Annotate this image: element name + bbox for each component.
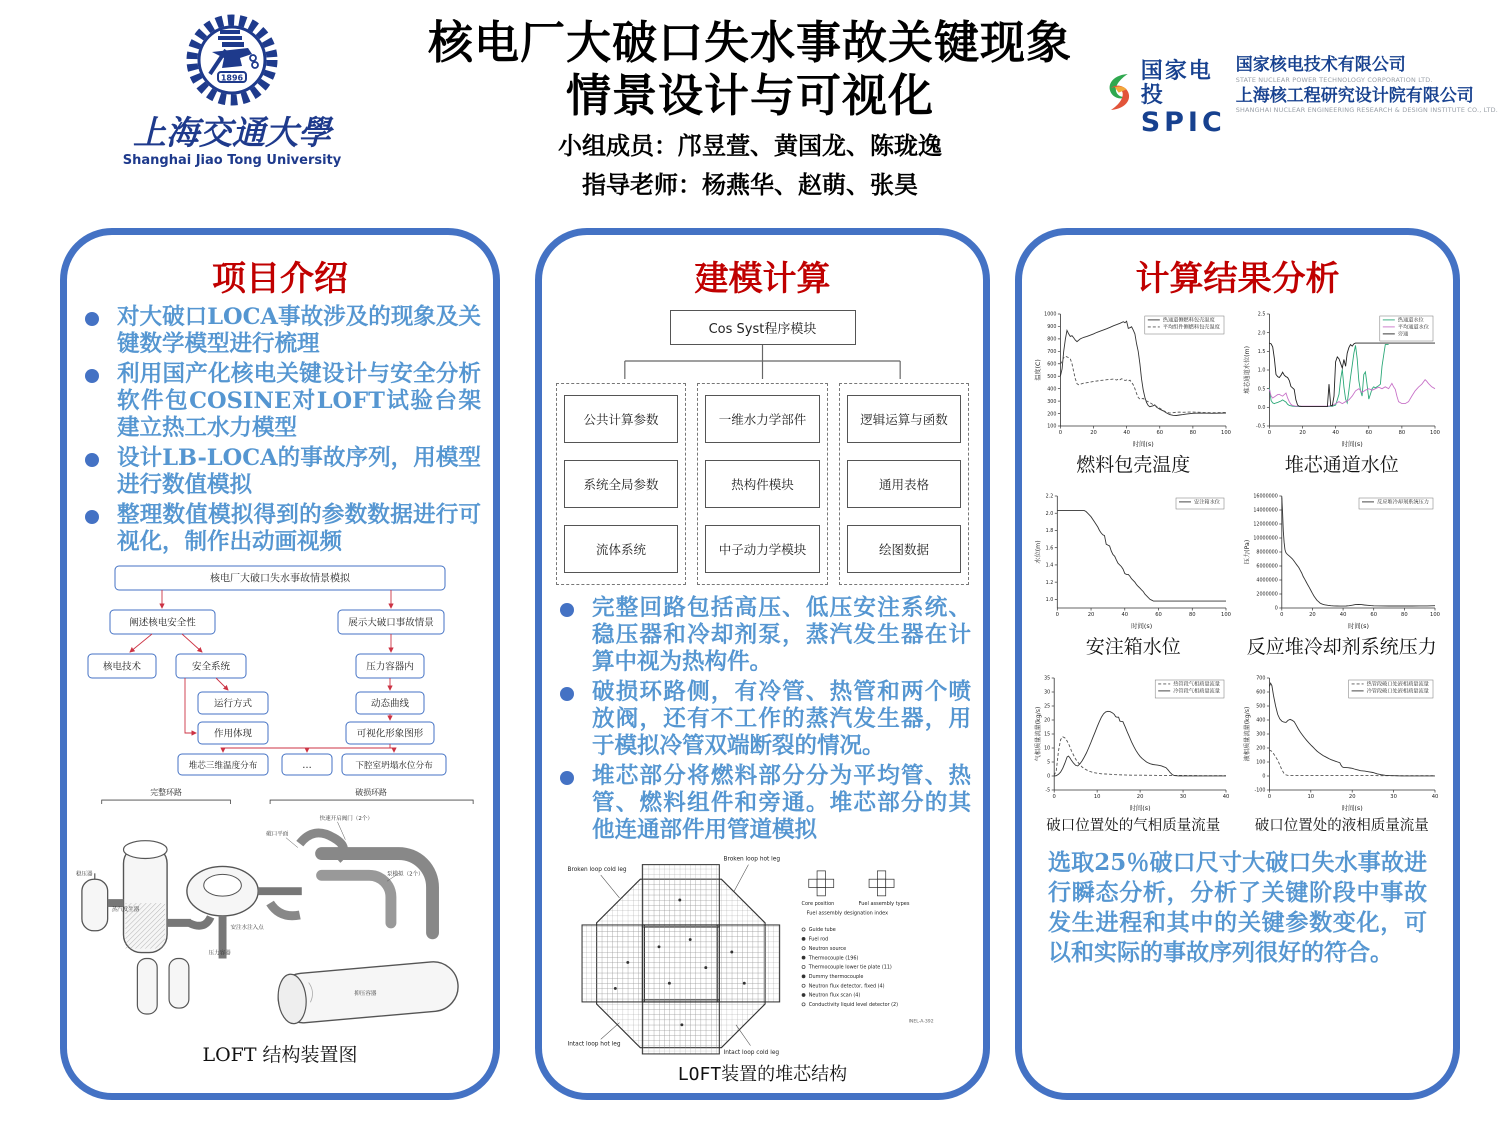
model-bullet-list [542, 595, 983, 844]
svg-text:8000000: 8000000 [1256, 550, 1278, 556]
svg-text:冷管段破口处液相质量流量: 冷管段破口处液相质量流量 [1366, 688, 1429, 695]
svg-text:40: 40 [1431, 794, 1439, 800]
svg-text:0: 0 [1058, 430, 1063, 436]
svg-text:80: 80 [1400, 612, 1408, 618]
loft-label-ecc: 安注水注入点 [230, 924, 264, 931]
svg-text:热通道侧燃料包壳温度: 热通道侧燃料包壳温度 [1163, 317, 1215, 324]
chart-caption: 堆芯通道水位 [1284, 454, 1399, 476]
spic-swirl-icon [1102, 56, 1137, 128]
bullet-item: 整理数值模拟得到的参数数据进行可视化，制作出动画视频 [73, 502, 481, 556]
svg-text:时间(s): 时间(s) [1131, 622, 1153, 630]
chart-cell-4 [1242, 486, 1442, 668]
loft-label-broken-loop: 破损环路 [355, 788, 387, 798]
spic-companies [1236, 56, 1498, 117]
svg-text:0: 0 [1262, 774, 1266, 780]
svg-text:液相质量流量(kg/s): 液相质量流量(kg/s) [1243, 706, 1251, 762]
spic-brand [1141, 60, 1226, 138]
svg-text:1.2: 1.2 [1045, 580, 1054, 586]
chart-cell-5 [1033, 668, 1233, 844]
svg-text:20: 20 [1090, 430, 1098, 436]
poster-title-line2: 情景设计与可视化 [565, 69, 934, 123]
spic-brand-en: SPIC [1140, 107, 1226, 139]
svg-text:40: 40 [1121, 612, 1129, 618]
chart-plot [1033, 304, 1233, 450]
svg-text:100: 100 [1429, 430, 1440, 436]
block-diagram-box: 系统全局参数 [564, 460, 678, 508]
svg-text:平均通道水位: 平均通道水位 [1397, 324, 1429, 331]
svg-text:40: 40 [1332, 430, 1339, 436]
svg-text:2000000: 2000000 [1256, 592, 1278, 598]
svg-text:0: 0 [1279, 612, 1284, 618]
bullet-dot-icon [560, 687, 574, 701]
core-legend-item: Neutron source [808, 945, 846, 952]
svg-text:20: 20 [1137, 794, 1144, 800]
svg-text:700: 700 [1047, 350, 1057, 356]
svg-text:60: 60 [1370, 612, 1377, 618]
svg-text:-0.5: -0.5 [1255, 424, 1266, 430]
svg-text:2.0: 2.0 [1045, 511, 1054, 517]
loft-label-pressurizer: 稳压器 [75, 871, 93, 878]
svg-text:100: 100 [1221, 612, 1232, 618]
panel-modeling [535, 228, 990, 1100]
sjtu-logo [98, 10, 366, 168]
bullet-item: 设计LB-LOCA的事故序列，用模型进行数值模拟 [73, 445, 481, 499]
svg-text:700: 700 [1255, 676, 1266, 682]
chart-plot [1033, 668, 1233, 814]
flow-node-n9: 可视化形象图形 [356, 728, 424, 740]
svg-text:100: 100 [1221, 430, 1232, 436]
flow-node-n2: 展示大破口事故情景 [348, 617, 434, 629]
svg-text:2.5: 2.5 [1257, 312, 1266, 318]
core-annotation-types: Fuel assembly types [858, 901, 909, 908]
svg-text:80: 80 [1189, 430, 1197, 436]
chart-plot [1242, 668, 1442, 814]
bullet-item: 堆芯部分将燃料部分分为平均管、热管、燃料组件和旁通。堆芯部分的其他连通部件用管道模拟 [548, 763, 971, 844]
loft-label-suppression: 抑压容器 [354, 991, 377, 998]
block-diagram-column-2 [697, 383, 827, 585]
core-label-broken-hot: Broken loop hot leg [722, 856, 780, 863]
svg-text:-5: -5 [1045, 788, 1051, 794]
svg-text:0.0: 0.0 [1257, 406, 1266, 412]
svg-text:2.0: 2.0 [1257, 331, 1266, 337]
chart-cell-1 [1033, 304, 1233, 486]
block-diagram-box: 一维水力学部件 [705, 395, 819, 443]
svg-text:时间(s): 时间(s) [1132, 440, 1155, 448]
panel-results-analysis [1015, 228, 1460, 1100]
core-structure-diagram [542, 848, 983, 1086]
core-diagram-caption: LOFT装置的堆芯结构 [677, 1064, 848, 1085]
flow-node-n1: 阐述核电安全性 [129, 617, 196, 629]
svg-text:100: 100 [1255, 760, 1266, 766]
spic-company1-cn: 国家核电技术有限公司 [1235, 55, 1406, 75]
loft-label-pumps: 泵模拟（2个） [386, 871, 424, 878]
bullet-item: 完整回路包括高压、低压安注系统、稳压器和冷却剂泵，蒸汽发生器在计算中视为热构件。 [548, 595, 971, 676]
chart-cell-2 [1242, 304, 1442, 486]
svg-text:10: 10 [1094, 794, 1101, 800]
core-legend-item: Guide tube [808, 927, 836, 934]
flow-node-n7: 动态曲线 [370, 698, 410, 710]
bullet-dot-icon [85, 453, 99, 467]
svg-text:30: 30 [1390, 794, 1397, 800]
core-annotation-designation: Fuel assembly designation index [806, 910, 888, 917]
flow-node-n8: 作用体现 [213, 728, 253, 740]
svg-text:80: 80 [1398, 430, 1405, 436]
svg-text:16000000: 16000000 [1253, 494, 1278, 500]
core-legend-item: Neutron flux scan (4) [808, 992, 860, 999]
chart-caption: 安注箱水位 [1085, 636, 1181, 658]
svg-text:15: 15 [1044, 732, 1051, 738]
svg-text:20: 20 [1044, 718, 1051, 724]
flow-node-root: 核电厂大破口失水事故情景模拟 [210, 573, 350, 585]
svg-text:100: 100 [1429, 612, 1440, 618]
block-diagram-box: 中子动力学模块 [705, 525, 819, 573]
flow-node-n5: 压力容器内 [366, 661, 414, 673]
svg-text:600: 600 [1255, 690, 1266, 696]
chart-cell-3 [1033, 486, 1233, 668]
svg-text:2.2: 2.2 [1045, 494, 1054, 500]
svg-text:800: 800 [1047, 337, 1057, 343]
svg-text:40: 40 [1123, 430, 1131, 436]
svg-text:时间(s): 时间(s) [1129, 804, 1151, 812]
svg-text:反应堆冷却剂系统压力: 反应堆冷却剂系统压力 [1376, 499, 1429, 506]
svg-text:时间(s): 时间(s) [1341, 440, 1363, 448]
loft-structure-diagram [67, 784, 493, 1067]
flow-node-n10: 堆芯三维温度分布 [188, 760, 258, 771]
poster-header [355, 16, 1145, 200]
svg-text:400: 400 [1047, 387, 1057, 393]
core-label-intact-hot: Intact loop hot leg [566, 1041, 621, 1048]
svg-text:5: 5 [1047, 760, 1051, 766]
block-diagram-box: 公共计算参数 [564, 395, 678, 443]
block-diagram-column-1 [556, 383, 686, 585]
svg-text:1.5: 1.5 [1257, 350, 1266, 356]
svg-text:0: 0 [1052, 794, 1057, 800]
flow-node-n11: … [302, 759, 312, 771]
cossyst-root-box: Cos Syst程序模块 [670, 310, 856, 345]
svg-text:40: 40 [1339, 612, 1347, 618]
svg-text:4000000: 4000000 [1256, 578, 1278, 584]
bullet-item: 利用国产化核电关键设计与安全分析软件包COSINE对LOFT试验台架建立热工水力模型 [73, 361, 481, 442]
svg-text:0: 0 [1267, 794, 1271, 800]
spic-logo [1102, 56, 1498, 138]
svg-text:60: 60 [1156, 430, 1164, 436]
svg-text:10: 10 [1044, 746, 1051, 752]
svg-text:0: 0 [1055, 612, 1060, 618]
svg-text:300: 300 [1047, 399, 1057, 405]
svg-text:-100: -100 [1254, 788, 1266, 794]
svg-text:200: 200 [1255, 746, 1266, 752]
svg-text:1.6: 1.6 [1045, 546, 1054, 552]
bullet-dot-icon [85, 312, 99, 326]
svg-text:冷管段气相质量流量: 冷管段气相质量流量 [1173, 688, 1221, 695]
sjtu-seal-year: 1896 [220, 73, 244, 83]
svg-text:平均组件侧燃料包壳温度: 平均组件侧燃料包壳温度 [1163, 324, 1221, 331]
loft-label-break-plane: 破口平面 [266, 831, 289, 838]
svg-text:30: 30 [1179, 794, 1187, 800]
svg-text:温度(C): 温度(C) [1035, 359, 1043, 381]
block-diagram-box: 绘图数据 [847, 525, 961, 573]
block-diagram-connectors [556, 345, 969, 379]
svg-text:200: 200 [1047, 412, 1057, 418]
svg-text:0: 0 [1274, 606, 1278, 612]
core-legend-item: Thermocouple (196) [808, 955, 858, 962]
svg-text:35: 35 [1044, 676, 1051, 682]
block-diagram-column-3 [839, 383, 969, 585]
svg-text:6000000: 6000000 [1256, 564, 1278, 570]
core-label-intact-cold: Intact loop cold leg [722, 1049, 779, 1056]
advisors: 指导老师：杨燕华、赵萌、张昊 [582, 171, 918, 200]
block-diagram-box: 流体系统 [564, 525, 678, 573]
core-ref-code: INEL-A-392 [908, 1019, 934, 1025]
loft-label-valves: 快速开启阀门（2个） [319, 815, 373, 822]
chart-caption: 破口位置处的气相质量流量 [1046, 818, 1221, 834]
block-diagram-box: 通用表格 [847, 460, 961, 508]
svg-text:10: 10 [1307, 794, 1314, 800]
core-annotation-position: Core position [800, 901, 834, 908]
svg-text:400: 400 [1255, 718, 1266, 724]
svg-text:1000: 1000 [1044, 312, 1057, 318]
results-chart-grid [1022, 304, 1453, 844]
bullet-dot-icon [560, 771, 574, 785]
svg-text:60: 60 [1155, 612, 1163, 618]
core-legend-item: Neutron flux detector, fixed (4) [808, 983, 885, 990]
core-legend-item: Dummy thermocouple [808, 974, 863, 980]
cossyst-block-diagram [542, 304, 983, 585]
bullet-item: 对大破口LOCA事故涉及的现象及关键数学模型进行梳理 [73, 304, 481, 358]
svg-text:1.0: 1.0 [1257, 368, 1266, 374]
svg-text:安注箱水位: 安注箱水位 [1194, 499, 1221, 506]
svg-text:0: 0 [1267, 430, 1271, 436]
svg-text:旁通: 旁通 [1397, 331, 1408, 338]
bullet-dot-icon [560, 603, 574, 617]
loft-label-sg: 蒸汽发生器 [111, 906, 140, 913]
svg-text:压力(Pa): 压力(Pa) [1243, 539, 1251, 565]
svg-text:时间(s): 时间(s) [1347, 622, 1369, 630]
spic-company2-cn: 上海核工程研究设计院有限公司 [1235, 85, 1474, 106]
svg-text:1.8: 1.8 [1045, 529, 1054, 535]
svg-text:20: 20 [1087, 612, 1095, 618]
flow-node-n3: 核电技术 [102, 661, 142, 673]
chart-caption: 破口位置处的液相质量流量 [1254, 818, 1429, 834]
svg-text:600: 600 [1047, 362, 1057, 368]
core-label-broken-cold: Broken loop cold leg [566, 866, 627, 873]
chart-plot [1033, 486, 1233, 632]
svg-text:1.0: 1.0 [1045, 598, 1054, 604]
block-diagram-box: 热构件模块 [705, 460, 819, 508]
panel-project-intro [60, 228, 500, 1100]
sjtu-name-en: Shanghai Jiao Tong University [122, 152, 342, 168]
svg-text:40: 40 [1222, 794, 1230, 800]
svg-text:30: 30 [1044, 690, 1051, 696]
svg-text:20: 20 [1308, 612, 1316, 618]
chart-caption: 燃料包壳温度 [1076, 454, 1191, 476]
svg-text:900: 900 [1047, 325, 1057, 331]
core-legend-item: Fuel rod [808, 936, 828, 943]
block-diagram-columns [556, 383, 969, 585]
results-conclusion-text: 选取25％破口尺寸大破口失水事故进行瞬态分析，分析了关键阶段中事故发生进程和其中的关键参数变化，可以和实际的事故序列很好的符合。 [1048, 849, 1427, 966]
chart-plot [1242, 486, 1442, 632]
svg-text:热管段破口处液相质量流量: 热管段破口处液相质量流量 [1366, 681, 1429, 688]
chart-plot [1242, 304, 1442, 450]
panel-model-title: 建模计算 [694, 259, 831, 299]
spic-brand-cn: 国家电投 [1140, 59, 1213, 109]
loft-label-intact-loop: 完整环路 [150, 788, 182, 798]
svg-text:20: 20 [1298, 430, 1306, 436]
spic-company1-en: STATE NUCLEAR POWER TECHNOLOGY CORPORATION LTD. [1235, 75, 1433, 84]
flow-node-n6: 运行方式 [213, 698, 253, 710]
sjtu-name-cn: 上海交通大學 [133, 113, 331, 152]
svg-text:热管段气相质量流量: 热管段气相质量流量 [1173, 681, 1221, 688]
block-diagram-box: 逻辑运算与函数 [847, 395, 961, 443]
svg-text:12000000: 12000000 [1253, 522, 1278, 528]
core-legend-item: Conductivity liquid level detector (2) [808, 1002, 898, 1009]
svg-text:0.5: 0.5 [1257, 387, 1266, 393]
svg-text:80: 80 [1189, 612, 1196, 618]
intro-bullet-list [67, 304, 493, 556]
bullet-item: 破损环路侧，有冷管、热管和两个喷放阀，还有不工作的蒸汽发生器，用于模拟冷管双端断裂的情况。 [548, 679, 971, 760]
scenario-flowchart [67, 562, 493, 782]
svg-text:气相质量流量(kg/s): 气相质量流量(kg/s) [1035, 706, 1043, 762]
svg-text:热通道水位: 热通道水位 [1397, 317, 1424, 324]
panel-intro-title: 项目介绍 [212, 259, 348, 299]
svg-text:300: 300 [1255, 732, 1266, 738]
team-members: 小组成员：邝昱萱、黄国龙、陈珑逸 [558, 132, 942, 161]
svg-text:14000000: 14000000 [1253, 508, 1278, 514]
svg-text:500: 500 [1255, 704, 1266, 710]
svg-text:时间(s): 时间(s) [1341, 804, 1363, 812]
core-legend-item: Thermocouple lower tie plate (11) [808, 964, 892, 971]
svg-text:100: 100 [1047, 424, 1057, 430]
svg-text:25: 25 [1044, 704, 1051, 710]
bullet-dot-icon [85, 369, 99, 383]
svg-text:1.4: 1.4 [1045, 563, 1054, 569]
svg-text:堆芯通道水位(m): 堆芯通道水位(m) [1243, 346, 1251, 394]
bullet-dot-icon [85, 510, 99, 524]
chart-cell-6 [1242, 668, 1442, 844]
sjtu-gear-emblem-icon [182, 10, 282, 110]
spic-company2-en: SHANGHAI NUCLEAR ENGINEERING RESEARCH & DESIGN INSTITUTE CO., LTD. [1235, 106, 1498, 115]
svg-text:10000000: 10000000 [1253, 536, 1278, 542]
panel-results-title: 计算结果分析 [1135, 259, 1340, 299]
flow-node-n12: 下腔室坍塌水位分布 [355, 760, 433, 771]
chart-caption: 反应堆冷却剂系统压力 [1246, 636, 1437, 658]
svg-text:0: 0 [1047, 774, 1051, 780]
svg-text:20: 20 [1348, 794, 1356, 800]
loft-diagram-caption: LOFT 结构装置图 [202, 1044, 358, 1066]
loft-label-vessel: 压力容器 [208, 950, 231, 957]
poster-title-line1: 核电厂大破口失水事故关键现象 [427, 16, 1072, 69]
svg-text:60: 60 [1365, 430, 1372, 436]
svg-text:500: 500 [1047, 374, 1057, 380]
svg-text:水位(m): 水位(m) [1035, 540, 1043, 564]
flow-node-n4: 安全系统 [191, 661, 231, 673]
